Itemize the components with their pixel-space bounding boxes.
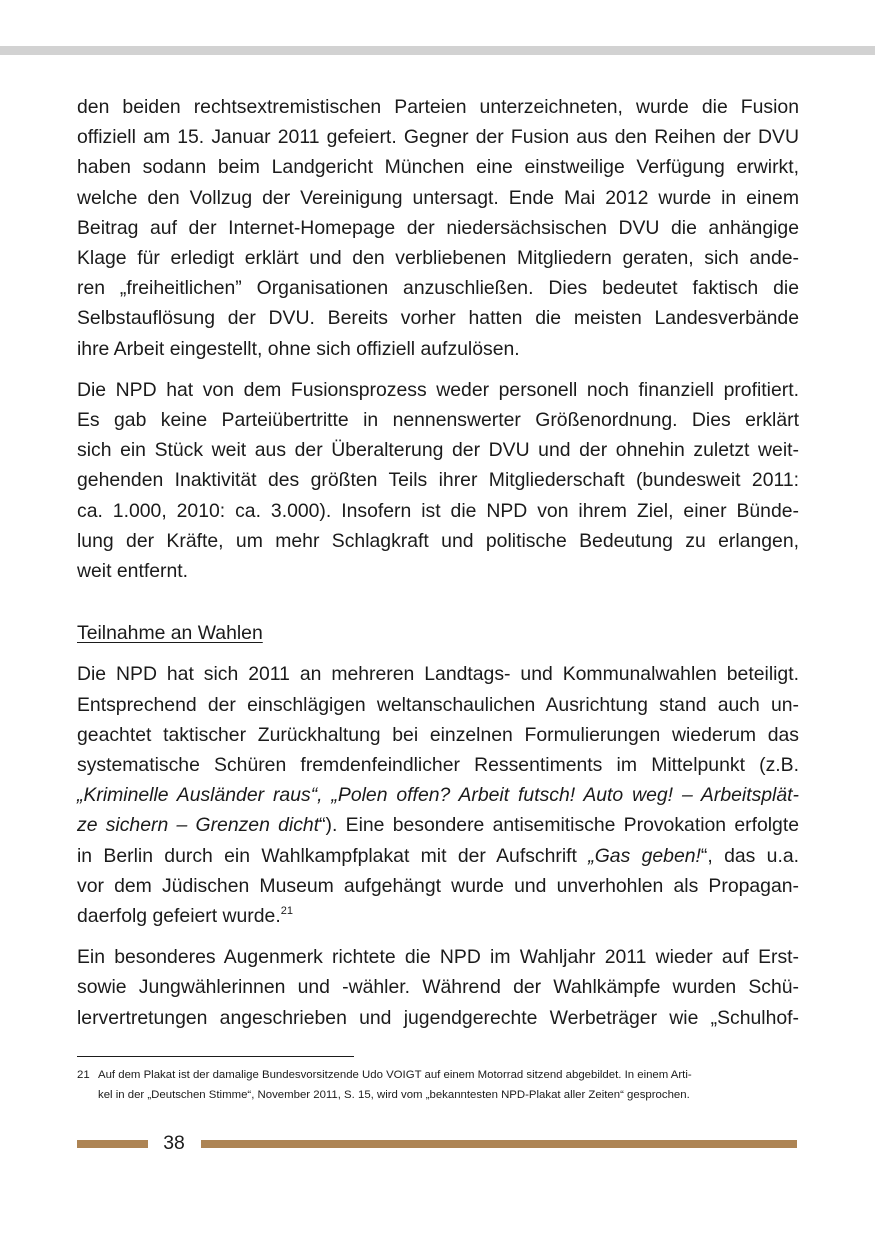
page-number: 38 — [163, 1132, 185, 1154]
text-line: den beiden rechtsextremistischen Parteien unterzeichneten, wurde die Fusion — [77, 96, 799, 118]
text-line: Klage für erledigt erklärt und den verbliebenen Mitgliedern geraten, sich ande- — [77, 247, 799, 270]
footnote-text — [98, 1065, 797, 1105]
text-line: weit entfernt. — [77, 560, 189, 583]
text-line: sowie Jungwählerinnen und -wähler. Während der Wahlkämpfe wurden Schü- — [77, 976, 799, 999]
body-text — [77, 92, 799, 1044]
slogan-quote: „Gas geben! — [588, 844, 701, 867]
slogan-quote: ze sichern – Grenzen dicht — [77, 814, 320, 837]
text-line: geachtet taktischer Zurückhaltung bei einzelnen Formulierungen wiederum das — [77, 723, 799, 746]
text-run: “). Eine besondere antisemitische Provokation erfolgte — [319, 814, 800, 837]
text-line — [77, 901, 799, 931]
text-line: ren „freiheitlichen” Organisationen anzuschließen. Dies bedeutet faktisch die — [77, 277, 799, 300]
text-line: sich ein Stück weit aus der Überalterung der DVU und der ohnehin zuletzt weit- — [77, 439, 799, 462]
text-line: Selbstauflösung der DVU. Bereits vorher hatten die meisten Landesverbände — [77, 307, 799, 330]
footnote — [77, 1065, 797, 1105]
text-line: Die NPD hat sich 2011 an mehreren Landtags- und Kommunalwahlen beteiligt. — [77, 663, 799, 686]
footer-accent-bar-right — [201, 1140, 797, 1148]
text-run: in Berlin durch ein Wahlkampfplakat mit der Aufschrift — [77, 844, 589, 867]
text-line: welche den Vollzug der Vereinigung untersagt. Ende Mai 2012 wurde in einem — [77, 186, 799, 209]
footnote-separator — [77, 1056, 354, 1057]
text-line: systematische Schüren fremdenfeindlicher Ressentiments im Mittelpunkt (z.B. — [77, 754, 799, 777]
text-line — [77, 810, 799, 840]
text-line: Die NPD hat von dem Fusionsprozess weder personell noch finanziell profitiert. — [77, 378, 799, 401]
paragraph-elections — [77, 659, 799, 931]
text-line: Es gab keine Parteiübertritte in nennenswerter Größenordnung. Dies erklärt — [77, 409, 799, 432]
footnote-number: 21 — [77, 1069, 90, 1081]
text-line: ca. 1.000, 2010: ca. 3.000). Insofern ist die NPD von ihrem Ziel, einer Bünde- — [77, 499, 799, 522]
text-line: Entsprechend der einschlägigen weltanschaulichen Ausrichtung stand auch un- — [77, 693, 799, 716]
text-line — [77, 841, 799, 871]
text-run: daerfolg gefeiert wurde. — [77, 905, 281, 928]
paragraph-npd-no-profit — [77, 375, 799, 586]
text-line: Beitrag auf der Internet-Homepage der niedersächsischen DVU die anhängige — [77, 216, 799, 239]
text-run: “, das u.a. — [700, 844, 799, 867]
text-line: vor dem Jüdischen Museum aufgehängt wurde und unverhohlen als Propagan- — [77, 874, 799, 897]
text-line: offiziell am 15. Januar 2011 gefeiert. Gegner der Fusion aus den Reihen der DVU — [77, 126, 799, 149]
text-line: gehenden Inaktivität des größten Teils ihrer Mitgliederschaft (bundesweit 2011: — [77, 469, 799, 492]
paragraph-fusion-outcome — [77, 92, 799, 364]
text-line: lung der Kräfte, um mehr Schlagkraft und politische Bedeutung zu erlangen, — [77, 529, 799, 552]
footnote-line: kel in der „Deutschen Stimme“, November 2011, S. 15, wird vom „bekanntesten NPD-Plakat aller Zeiten“ gesprochen. — [98, 1089, 690, 1101]
section-heading: Teilnahme an Wahlen — [77, 622, 263, 645]
footnote-reference[interactable]: 21 — [280, 905, 293, 918]
footer-accent-bar-left — [77, 1140, 148, 1148]
text-line: ihre Arbeit eingestellt, ohne sich offiziell aufzulösen. — [77, 337, 520, 360]
text-line: lervertretungen angeschrieben und jugendgerechte Werbeträger wie „Schulhof- — [77, 1006, 799, 1029]
text-line: haben sodann beim Landgericht München eine einstweilige Verfügung erwirkt, — [77, 156, 799, 179]
paragraph-young-voters — [77, 942, 799, 1033]
footnote-line: Auf dem Plakat ist der damalige Bundesvorsitzende Udo VOIGT auf einem Motorrad sitzend abgebildet. In einem Arti- — [98, 1069, 692, 1081]
header-rule — [0, 46, 875, 55]
slogan-quote: „Kriminelle Ausländer raus“, „Polen offen? Arbeit futsch! Auto weg! – Arbeitsplät- — [77, 784, 799, 807]
text-line: Ein besonderes Augenmerk richtete die NPD im Wahljahr 2011 wieder auf Erst- — [77, 946, 799, 969]
